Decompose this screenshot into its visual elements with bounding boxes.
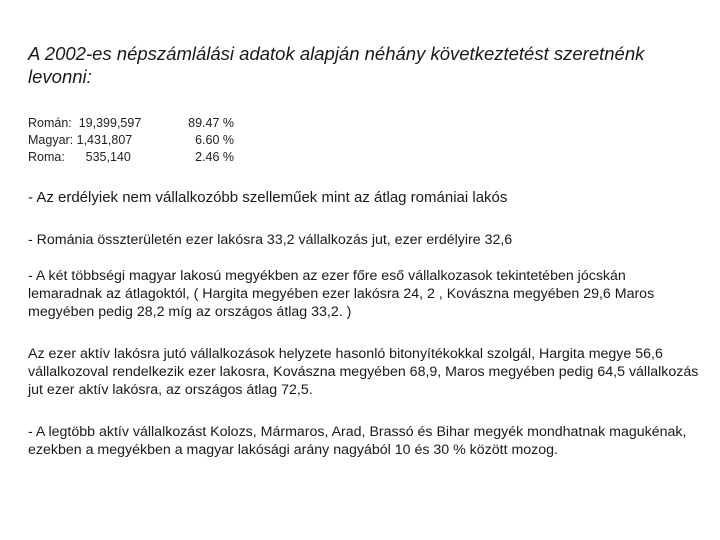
stat-label: Román: 19,399,597 [28, 116, 142, 130]
paragraph-top-counties: - A legtöbb aktív vállalkozást Kolozs, Mármaros, Arad, Brassó és Bihar megyék mondhatnak magukénak, ezekben a megyékben a magyar lakósági arány nagyából 10 és 30 % között mozog. [28, 424, 687, 458]
population-stats [28, 115, 328, 166]
paragraph-national-ratio: - Románia összterületén ezer lakósra 33,2 vállalkozás jut, ezer erdélyire 32,6 [28, 232, 513, 248]
slide-title: A 2002-es népszámlálási adatok alapján néhány következtetést szeretnénk levonni: [28, 43, 645, 87]
stat-percent: 89.47 % [188, 116, 234, 130]
stat-label: Roma: 535,140 [28, 150, 131, 164]
stat-row-roman [28, 115, 328, 132]
stat-percent: 6.60 % [195, 133, 234, 147]
paragraph-entrepreneurship: - Az erdélyiek nem vállalkozóbb szelleműek mint az átlag romániai lakós [28, 189, 508, 206]
stat-label: Magyar: 1,431,807 [28, 133, 133, 147]
stat-row-magyar [28, 132, 328, 149]
stat-row-roma [28, 149, 328, 166]
stat-percent: 2.46 % [195, 150, 234, 164]
paragraph-active-population: Az ezer aktív lakósra jutó vállalkozások helyzete hasonló bitonyítékokkal szolgál, Hargita megye 56,6 vállalkozoval rendelkezik ezer lakosra, Kovászna megyében 68,9, Maros megyében pedig 64,5 vállalkozás jut ezer aktív lakósra, az országos átlag 72,5. [28, 346, 699, 398]
paragraph-hungarian-counties: - A két többségi magyar lakosú megyékben az ezer főre eső vállalkozasok tekintetében jócskán lemaradnak az átlagoktól, ( Hargita megyében ezer lakósra 24, 2 , Kovászna megyében 29,6 Maros megyében pedig 28,2 míg az országos átlag 33,2. ) [28, 268, 655, 320]
